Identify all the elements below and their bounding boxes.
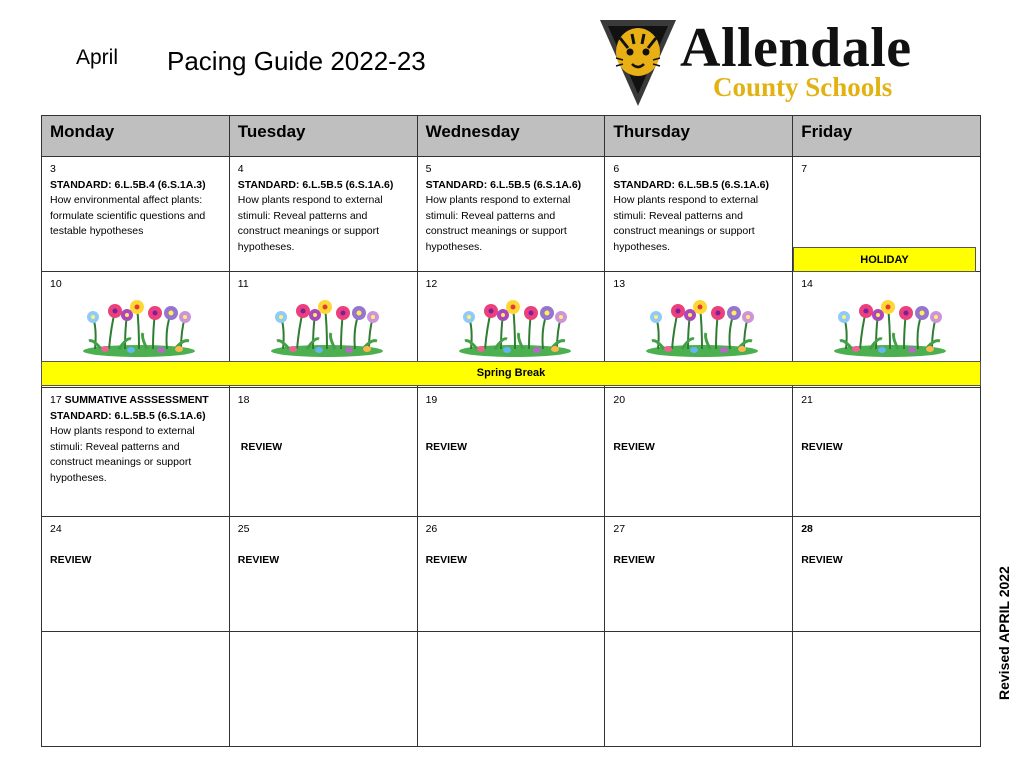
date-number: 25 <box>237 523 250 535</box>
empty-day-cell <box>42 632 230 747</box>
page-title: Pacing Guide 2022-23 <box>167 46 426 76</box>
day-header-friday: Friday <box>793 116 981 157</box>
day-header-row <box>42 116 981 157</box>
date-number: 21 <box>801 394 813 406</box>
holiday-banner: HOLIDAY <box>793 247 976 272</box>
day-header-tuesday: Tuesday <box>229 116 417 157</box>
spring-break-banner: Spring Break <box>41 361 981 386</box>
day-cell <box>42 157 230 272</box>
day-cell <box>605 517 793 632</box>
day-cell <box>229 517 417 632</box>
empty-day-cell <box>229 632 417 747</box>
assessment-label: SUMMATIVE ASSSESSMENT <box>64 394 209 406</box>
date-number: 11 <box>237 278 249 290</box>
date-number: 20 <box>613 394 626 406</box>
day-cell <box>42 388 230 517</box>
standard-code: STANDARD: 6.L.5B.4 (6.S.1A.3) <box>50 178 206 191</box>
date-number: 27 <box>613 523 626 535</box>
date-number: 18 <box>237 394 250 406</box>
logo-subtitle: County Schools <box>713 72 893 102</box>
day-cell <box>605 157 793 272</box>
day-cell <box>605 388 793 517</box>
lesson-description: How plants respond to external stimuli: Reveal patterns and construct meanings or support hypotheses. <box>613 194 759 253</box>
lesson-description: How environmental affect plants: formulate scientific questions and testable hypotheses <box>50 194 206 237</box>
day-cell <box>793 517 981 632</box>
school-logo <box>598 14 958 110</box>
empty-day-cell <box>417 632 605 747</box>
date-number: 28 <box>801 523 813 535</box>
date-number: 26 <box>425 523 438 535</box>
review-label: REVIEW <box>425 440 468 453</box>
week-row-3 <box>42 388 981 517</box>
week-row-4 <box>42 517 981 632</box>
date-number: 5 <box>425 163 432 175</box>
empty-day-cell <box>605 632 793 747</box>
lesson-description: How plants respond to external stimuli: Reveal patterns and construct meanings or support hypotheses. <box>50 425 195 484</box>
day-cell <box>417 388 605 517</box>
review-label: REVIEW <box>613 553 655 566</box>
date-number: 14 <box>801 278 813 290</box>
date-number: 13 <box>613 278 626 290</box>
review-label: REVIEW <box>801 440 843 453</box>
day-header-monday: Monday <box>42 116 230 157</box>
month-label: April <box>76 46 119 69</box>
review-label: REVIEW <box>240 440 283 453</box>
lesson-description: How plants respond to external stimuli: Reveal patterns and construct meanings or support hypotheses. <box>425 194 571 253</box>
date-number: 12 <box>425 278 438 290</box>
day-cell <box>793 388 981 517</box>
day-cell <box>417 517 605 632</box>
review-label: REVIEW <box>801 553 843 566</box>
empty-day-cell <box>793 632 981 747</box>
date-number: 4 <box>237 163 244 175</box>
date-number: 6 <box>613 163 620 175</box>
day-cell <box>229 157 417 272</box>
flowers-icon <box>832 299 948 357</box>
logo-wordmark: Allendale <box>680 17 912 79</box>
standard-code: STANDARD: 6.L.5B.5 (6.S.1A.6) <box>50 409 206 422</box>
review-label: REVIEW <box>237 553 280 566</box>
day-cell <box>42 517 230 632</box>
standard-code: STANDARD: 6.L.5B.5 (6.S.1A.6) <box>425 178 582 191</box>
flowers-icon <box>269 299 385 357</box>
day-cell <box>229 388 417 517</box>
date-number: 19 <box>425 394 438 406</box>
date-number: 24 <box>50 523 62 535</box>
standard-code: STANDARD: 6.L.5B.5 (6.S.1A.6) <box>237 178 394 191</box>
review-label: REVIEW <box>613 440 655 453</box>
lesson-description: How plants respond to external stimuli: Reveal patterns and construct meanings or support hypotheses. <box>237 194 383 253</box>
tiger-logo-icon <box>598 14 678 110</box>
flowers-icon <box>81 299 197 357</box>
revised-note: Revised APRIL 2022 <box>996 566 1012 700</box>
standard-code: STANDARD: 6.L.5B.5 (6.S.1A.6) <box>613 178 769 191</box>
date-number: 3 <box>50 163 56 175</box>
date-number: 10 <box>50 278 62 290</box>
week-row-5 <box>42 632 981 747</box>
calendar-table <box>41 115 981 747</box>
day-cell <box>417 157 605 272</box>
flowers-icon <box>457 299 573 357</box>
review-label: REVIEW <box>425 553 468 566</box>
review-label: REVIEW <box>50 553 92 566</box>
date-number: 17 <box>50 394 62 406</box>
date-number: 7 <box>801 163 808 175</box>
day-header-wednesday: Wednesday <box>417 116 605 157</box>
day-header-thursday: Thursday <box>605 116 793 157</box>
flowers-icon <box>644 299 760 357</box>
date-heading-line <box>50 393 221 409</box>
